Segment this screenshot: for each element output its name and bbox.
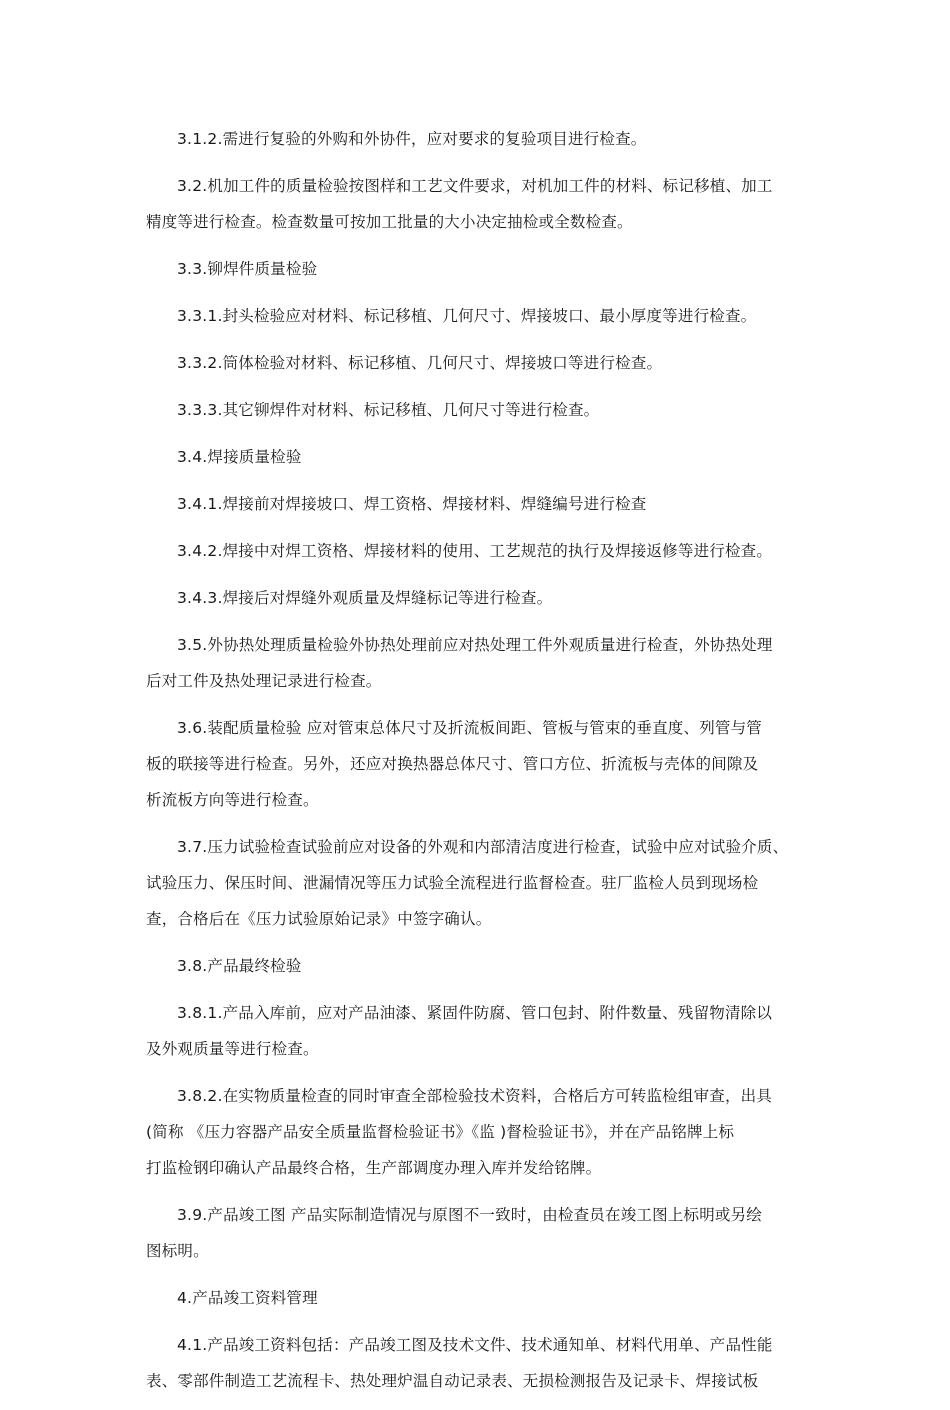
paragraph-3-6	[146, 710, 808, 818]
text-line: 3.3.3.其它铆焊件对材料、标记移植、几何尺寸等进行检查。	[177, 401, 600, 419]
paragraph-3-4-2	[146, 533, 808, 569]
text-line: 3.8.产品最终检验	[177, 957, 302, 975]
text-line: 及外观质量等进行检查。	[146, 1040, 319, 1058]
text-line: 3.9.产品竣工图 产品实际制造情况与原图不一致时，由检查员在竣工图上标明或另绘	[177, 1206, 763, 1224]
paragraph-3-5	[146, 627, 808, 699]
text-line: 3.3.2.筒体检验对材料、标记移植、几何尺寸、焊接坡口等进行检查。	[177, 354, 663, 372]
paragraph-3-8-2	[146, 1078, 808, 1186]
paragraph-3-8-1	[146, 995, 808, 1067]
text-line: 3.4.2.焊接中对焊工资格、焊接材料的使用、工艺规范的执行及焊接返修等进行检查。	[177, 542, 773, 560]
paragraph-3-3-2	[146, 345, 808, 381]
heading-3-3	[146, 251, 808, 287]
paragraph-3-7	[146, 829, 808, 937]
text-line: 3.2.机加工件的质量检验按图样和工艺文件要求，对机加工件的材料、标记移植、加工	[177, 177, 773, 195]
text-line: 3.4.1.焊接前对焊接坡口、焊工资格、焊接材料、焊缝编号进行检查	[177, 495, 647, 513]
text-line: 表、零部件制造工艺流程卡、热处理炉温自动记录表、无损检测报告及记录卡、焊接试板	[146, 1372, 759, 1390]
heading-3-4	[146, 439, 808, 475]
paragraph-3-9	[146, 1197, 808, 1269]
text-line: 试验压力、保压时间、泄漏情况等压力试验全流程进行监督检查。驻厂监检人员到现场检	[146, 874, 759, 892]
paragraph-3-3-3	[146, 392, 808, 428]
paragraph-4-1	[146, 1327, 808, 1399]
text-line: 3.1.2.需进行复验的外购和外协件，应对要求的复验项目进行检查。	[177, 130, 647, 148]
text-line: 查，合格后在《压力试验原始记录》中签字确认。	[146, 910, 492, 928]
text-line: 板的联接等进行检查。另外，还应对换热器总体尺寸、管口方位、折流板与壳体的间隙及	[146, 755, 759, 773]
text-line: 精度等进行检查。检查数量可按加工批量的大小决定抽检或全数检查。	[146, 213, 633, 231]
text-line: 3.3.铆焊件质量检验	[177, 260, 318, 278]
text-line: 3.8.2.在实物质量检查的同时审查全部检验技术资料，合格后方可转监检组审查，出具	[177, 1087, 773, 1105]
paragraph-3-2	[146, 168, 808, 240]
text-line: 3.5.外协热处理质量检验外协热处理前应对热处理工件外观质量进行检查，外协热处理	[177, 636, 773, 654]
text-line: 3.4.焊接质量检验	[177, 448, 302, 466]
text-line: 3.4.3.焊接后对焊缝外观质量及焊缝标记等进行检查。	[177, 589, 553, 607]
heading-4	[146, 1280, 808, 1316]
text-line: 4.1.产品竣工资料包括：产品竣工图及技术文件、技术通知单、材料代用单、产品性能	[177, 1336, 773, 1354]
text-line: 3.7.压力试验检查试验前应对设备的外观和内部清洁度进行检查，试验中应对试验介质、	[177, 838, 789, 856]
paragraph-3-3-1	[146, 298, 808, 334]
text-line: 打监检钢印确认产品最终合格，生产部调度办理入库并发给铭牌。	[146, 1159, 602, 1177]
text-line: 析流板方向等进行检查。	[146, 791, 319, 809]
paragraph-3-1-2	[146, 121, 808, 157]
paragraph-3-4-1	[146, 486, 808, 522]
text-line: 后对工件及热处理记录进行检查。	[146, 672, 382, 690]
text-line: 3.3.1.封头检验应对材料、标记移植、几何尺寸、焊接坡口、最小厚度等进行检查。	[177, 307, 757, 325]
text-line: 3.6.装配质量检验 应对管束总体尺寸及折流板间距、管板与管束的垂直度、列管与管	[177, 719, 763, 737]
text-line: (简称 《压力容器产品安全质量监督检验证书》《监 )督检验证书》，并在产品铭牌上标	[146, 1123, 735, 1141]
document-body	[146, 121, 808, 1410]
text-line: 4.产品竣工资料管理	[177, 1289, 318, 1307]
text-line: 图标明。	[146, 1242, 209, 1260]
text-line: 3.8.1.产品入库前，应对产品油漆、紧固件防腐、管口包封、附件数量、残留物清除以	[177, 1004, 773, 1022]
heading-3-8	[146, 948, 808, 984]
paragraph-3-4-3	[146, 580, 808, 616]
